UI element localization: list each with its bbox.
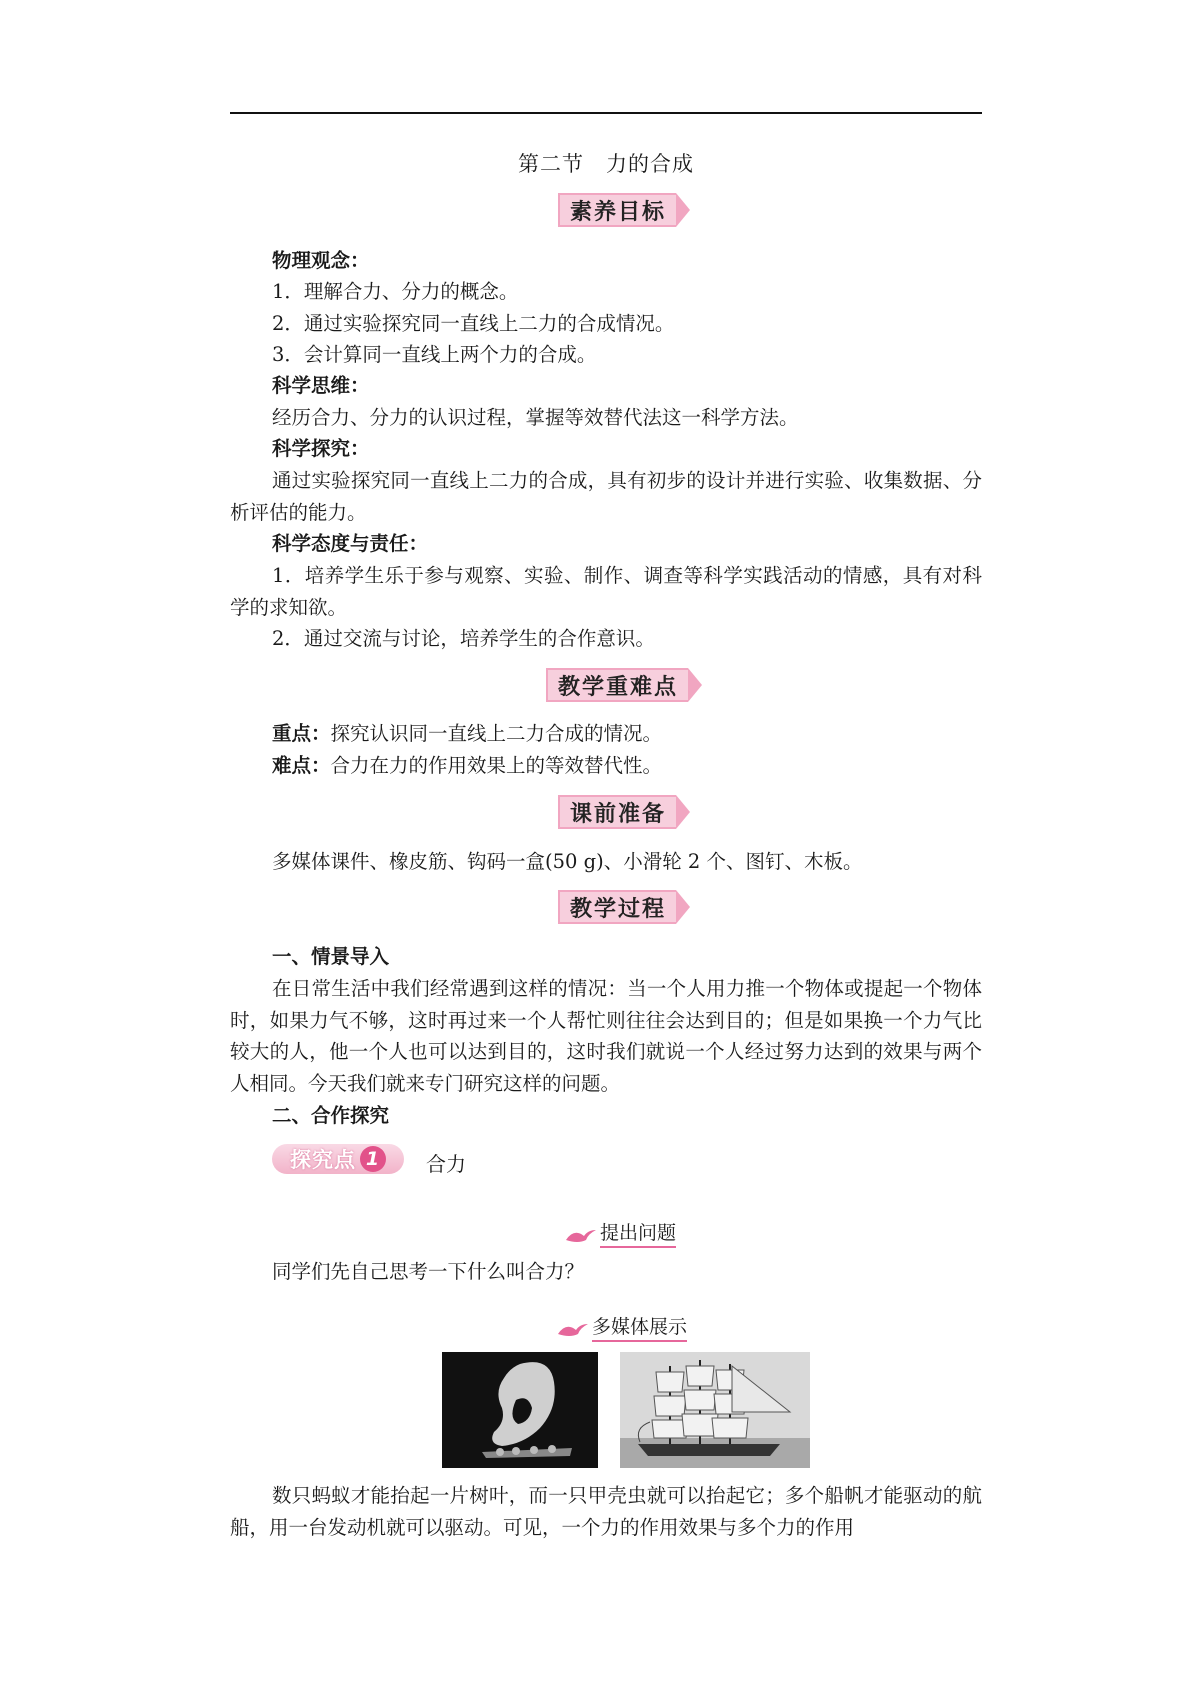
- explore-number-icon: 1: [360, 1146, 386, 1172]
- difficulty-text: 合力在力的作用效果上的等效替代性。: [330, 754, 663, 777]
- part1-title: 一、情景导入: [272, 945, 390, 968]
- process-banner: [558, 890, 690, 924]
- focus-text: 探究认识同一直线上二力合成的情况。: [330, 722, 663, 745]
- process-banner-label: 教学过程: [558, 890, 676, 924]
- scientific-inquiry-text: 通过实验探究同一直线上二力的合成，具有初步的设计并进行实验、收集数据、分析评估的能力。: [230, 469, 982, 524]
- focus-label: 重点：: [272, 722, 331, 745]
- media-display-label: 多媒体展示: [592, 1312, 687, 1342]
- top-rule: [230, 112, 982, 114]
- physics-concept-item-3: 3．会计算同一直线上两个力的合成。: [272, 343, 597, 366]
- swoosh-icon: [564, 1226, 598, 1248]
- focus-line: [272, 718, 662, 750]
- key-points-banner: [546, 668, 702, 702]
- banner-arrow-icon: [676, 193, 690, 227]
- swoosh-icon: [556, 1320, 590, 1342]
- key-points-banner-label: 教学重难点: [546, 668, 688, 702]
- scientific-inquiry-label: 科学探究：: [272, 437, 370, 460]
- physics-concept-item-1: 1．理解合力、分力的概念。: [272, 280, 519, 303]
- banner-arrow-icon: [676, 890, 690, 924]
- media-text: 数只蚂蚁才能抬起一片树叶，而一只甲壳虫就可以抬起它；多个船帆才能驱动的航船，用一台发动机就可以驱动。可见，一个力的作用效果与多个力的作用: [230, 1484, 982, 1539]
- part1-text: 在日常生活中我们经常遇到这样的情况：当一个人用力推一个物体或提起一个物体时，如果力气不够，这时再过来一个人帮忙则往往会达到目的；但是如果换一个力气比较大的人，他一个人也可以达到目的，这时我们就说一个人经过努力达到的效果与两个人相同。今天我们就来专门研究这样的问题。: [230, 977, 982, 1095]
- explore-badge-label: 探究点: [290, 1148, 356, 1172]
- preparation-banner: [558, 795, 690, 829]
- raise-question-heading: [564, 1218, 676, 1248]
- section-title: 第二节 力的合成: [518, 152, 694, 176]
- explore-topic: 合力: [426, 1152, 466, 1176]
- physics-concept-item-2: 2．通过实验探究同一直线上二力的合成情况。: [272, 312, 675, 335]
- question-text: 同学们先自己思考一下什么叫合力？: [272, 1260, 585, 1283]
- preparation-text: 多媒体课件、橡皮筋、钩码一盒(50 g)、小滑轮 2 个、图钉、木板。: [272, 850, 863, 873]
- preparation-banner-label: 课前准备: [558, 795, 676, 829]
- scientific-thinking-text: 经历合力、分力的认识过程，掌握等效替代法这一科学方法。: [272, 406, 799, 429]
- ants-leaf-photo: [442, 1352, 598, 1468]
- physics-concept-label: 物理观念：: [272, 249, 370, 272]
- difficulty-label: 难点：: [272, 754, 331, 777]
- media-display-heading: [556, 1312, 687, 1342]
- sailing-ship-photo: [620, 1352, 810, 1468]
- goals-banner-label: 素养目标: [558, 193, 676, 227]
- explore-point-badge: [272, 1144, 404, 1174]
- scientific-thinking-label: 科学思维：: [272, 374, 370, 397]
- attitude-label: 科学态度与责任：: [272, 532, 429, 555]
- difficulty-line: [272, 750, 662, 782]
- part2-title: 二、合作探究: [272, 1104, 390, 1127]
- raise-question-label: 提出问题: [600, 1218, 676, 1248]
- attitude-item-2: 2．通过交流与讨论，培养学生的合作意识。: [272, 627, 655, 650]
- banner-arrow-icon: [676, 795, 690, 829]
- attitude-item-1: 1．培养学生乐于参与观察、实验、制作、调查等科学实践活动的情感，具有对科学的求知欲。: [230, 564, 982, 619]
- banner-arrow-icon: [688, 668, 702, 702]
- goals-banner: [558, 193, 690, 227]
